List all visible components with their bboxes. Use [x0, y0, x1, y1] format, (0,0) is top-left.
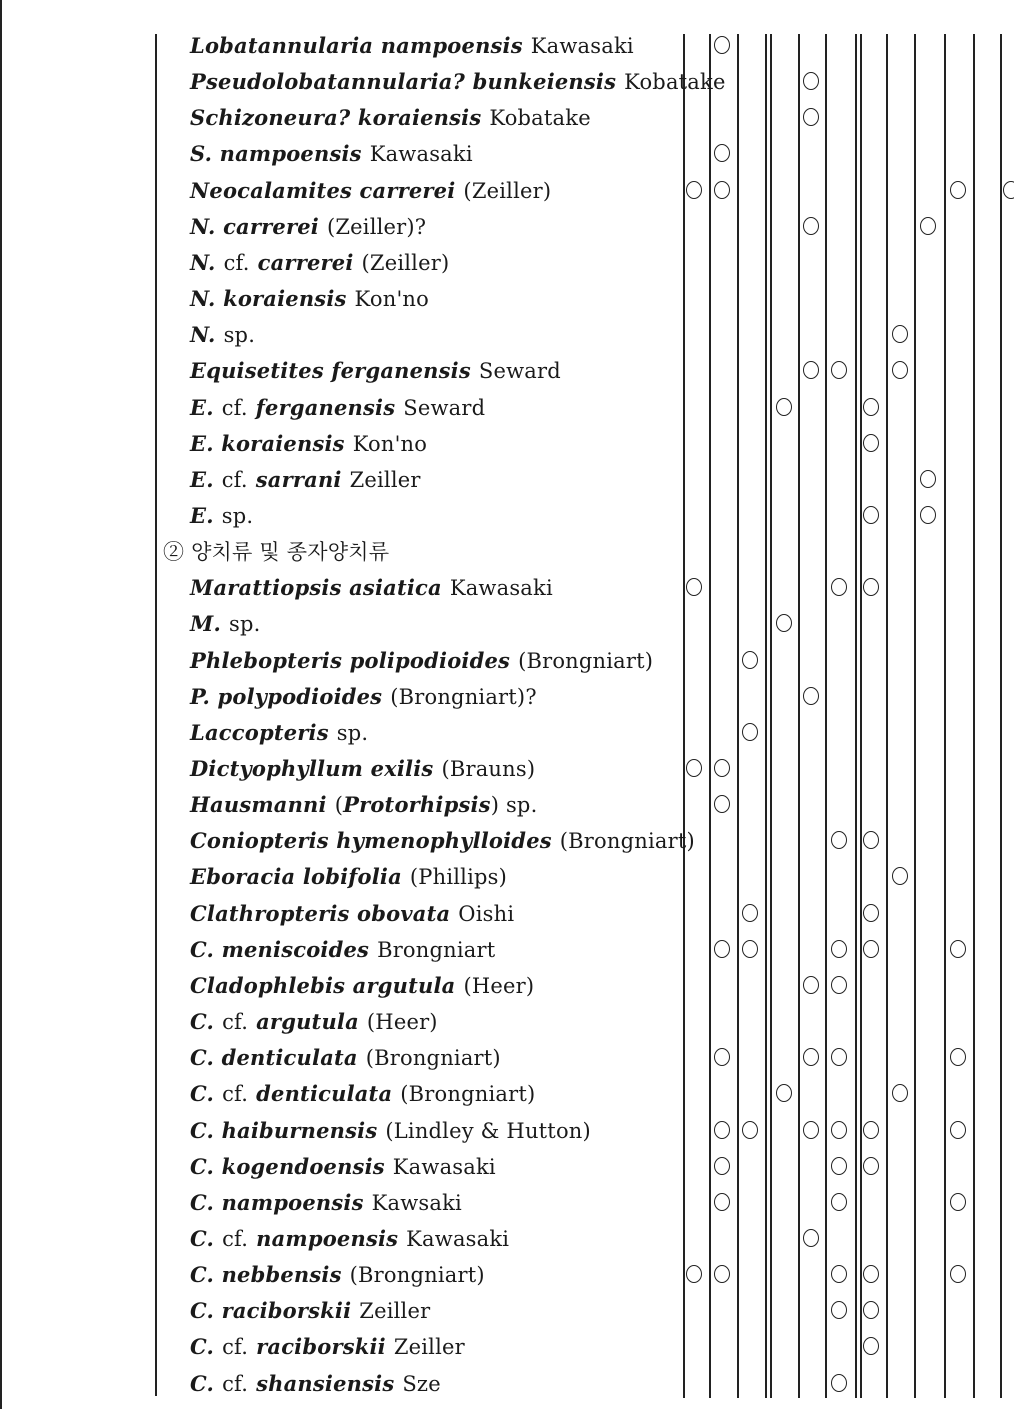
occurrence-mark-icon [803, 1048, 819, 1066]
occurrence-mark-icon [714, 795, 730, 813]
taxon-epithet: carrerei [257, 249, 354, 275]
table-row [0, 1004, 1014, 1040]
taxon-epithet: Clathropteris obovata [190, 900, 451, 926]
taxon-author: Kawasaki [530, 34, 634, 58]
taxon-name [190, 353, 561, 389]
occurrence-mark-icon [892, 325, 908, 343]
occurrence-mark-icon [742, 940, 758, 958]
taxon-name [190, 1221, 509, 1257]
occurrence-mark-icon [803, 361, 819, 379]
table-row [0, 1257, 1014, 1293]
occurrence-mark-icon [892, 361, 908, 379]
taxon-name [190, 1293, 430, 1329]
taxon-name [190, 64, 726, 100]
taxon-epithet: ferganensis [255, 394, 396, 420]
taxon-epithet: Equisetites ferganensis [190, 358, 471, 384]
taxon-author: Kawasaki [392, 1154, 496, 1179]
occurrence-mark-icon [714, 1157, 730, 1175]
occurrence-mark-icon [714, 1265, 730, 1283]
taxon-name [190, 1040, 501, 1076]
occurrence-mark-icon [831, 1048, 847, 1066]
taxon-author: (Zeiller) [463, 178, 552, 203]
taxon-epithet: C. kogendoensis [190, 1153, 385, 1179]
taxon-author: Seward [403, 395, 486, 420]
table-row [0, 498, 1014, 534]
section-heading-text [163, 534, 389, 570]
taxon-name [190, 390, 485, 426]
table-row [0, 317, 1014, 353]
table-row [0, 353, 1014, 389]
occurrence-mark-icon [686, 1265, 702, 1283]
occurrence-mark-icon [920, 470, 936, 488]
taxon-epithet: N. [190, 322, 216, 348]
taxon-epithet: Cladophlebis argutula [190, 972, 456, 998]
taxon-author: (Brongniart) [349, 1263, 485, 1288]
taxon-author: Oishi [458, 901, 515, 926]
taxon-epithet: C. denticulata [190, 1045, 358, 1071]
taxon-epithet: Lobatannularia nampoensis [190, 33, 523, 58]
taxon-name [190, 136, 473, 172]
taxon-author: Kawasaki [369, 142, 473, 167]
taxon-name [190, 1004, 438, 1040]
taxon-author: cf. [223, 250, 250, 275]
taxon-author: cf. [221, 395, 248, 420]
taxon-epithet: C. [190, 1081, 215, 1107]
taxon-epithet: C. [190, 1009, 215, 1035]
taxon-epithet: Hausmanni [190, 792, 327, 818]
taxon-epithet: denticulata [256, 1081, 393, 1107]
occurrence-mark-icon [686, 759, 702, 777]
taxon-name [190, 281, 429, 317]
taxon-name [190, 751, 535, 787]
occurrence-mark-icon [920, 506, 936, 524]
occurrence-mark-icon [831, 1121, 847, 1139]
table-row [0, 28, 1014, 64]
occurrence-mark-icon [803, 687, 819, 705]
table-row [0, 281, 1014, 317]
occurrence-mark-icon [742, 1121, 758, 1139]
occurrence-mark-icon [950, 940, 966, 958]
taxon-name [190, 317, 255, 353]
taxon-epithet: Laccopteris [190, 719, 329, 745]
occurrence-mark-icon [776, 614, 792, 632]
taxon-author: (Heer) [463, 973, 535, 998]
occurrence-mark-icon [863, 904, 879, 922]
taxon-author: Kawasaki [406, 1226, 510, 1251]
taxon-name [190, 606, 260, 642]
taxon-author: ) sp. [490, 793, 538, 818]
taxon-name [190, 1366, 441, 1402]
taxon-name [190, 715, 368, 751]
occurrence-mark-icon [863, 398, 879, 416]
occurrence-mark-icon [892, 867, 908, 885]
taxon-author: (Lindley & Hutton) [385, 1118, 591, 1143]
occurrence-mark-icon [831, 1265, 847, 1283]
table-row [0, 426, 1014, 462]
taxon-epithet: Phlebopteris polipodioides [190, 647, 511, 673]
table-row [0, 245, 1014, 281]
taxon-epithet: Schizoneura? koraiensis [190, 105, 482, 131]
taxon-name [190, 859, 507, 895]
taxon-name [190, 245, 449, 281]
occurrence-mark-icon [831, 578, 847, 596]
occurrence-mark-icon [803, 217, 819, 235]
occurrence-mark-icon [863, 506, 879, 524]
table-row [0, 390, 1014, 426]
occurrence-mark-icon [831, 1157, 847, 1175]
taxon-name [190, 823, 695, 859]
occurrence-mark-icon [863, 831, 879, 849]
occurrence-mark-icon [950, 1048, 966, 1066]
occurrence-mark-icon [742, 651, 758, 669]
taxon-author: (Zeiller) [361, 250, 450, 275]
taxon-epithet: Protorhipsis [343, 792, 491, 818]
taxon-author: ( [334, 793, 344, 818]
taxon-name [190, 1113, 591, 1149]
occurrence-mark-icon [950, 1265, 966, 1283]
occurrence-mark-icon [831, 361, 847, 379]
taxon-author: cf. [222, 1010, 249, 1035]
taxon-epithet: M. [190, 611, 221, 637]
occurrence-mark-icon [714, 1193, 730, 1211]
occurrence-mark-icon [863, 578, 879, 596]
taxon-name [190, 173, 551, 209]
occurrence-mark-icon [831, 976, 847, 994]
taxon-author: Kon'no [352, 431, 428, 456]
occurrence-mark-icon [714, 1048, 730, 1066]
occurrence-mark-icon [892, 1084, 908, 1102]
table-row [0, 64, 1014, 100]
taxon-author: Sze [402, 1371, 441, 1396]
table-row [0, 823, 1014, 859]
taxon-author: cf. [222, 1371, 249, 1396]
occurrence-mark-icon [831, 1193, 847, 1211]
taxon-epithet: Neocalamites carrerei [190, 177, 456, 203]
occurrence-mark-icon [950, 1121, 966, 1139]
table-row [0, 679, 1014, 715]
table-row [0, 787, 1014, 823]
occurrence-mark-icon [742, 723, 758, 741]
occurrence-mark-icon [1003, 181, 1014, 199]
taxon-name [190, 1257, 485, 1293]
taxon-author: cf. [222, 1335, 249, 1360]
occurrence-mark-icon [803, 1121, 819, 1139]
occurrence-mark-icon [686, 181, 702, 199]
taxon-epithet: E. [190, 466, 214, 492]
table-row [0, 968, 1014, 1004]
table-row [0, 100, 1014, 136]
taxon-epithet: Dictyophyllum exilis [190, 756, 434, 781]
taxon-name [190, 1076, 535, 1112]
taxon-epithet: P. polypodioides [190, 683, 383, 709]
table-row [0, 1076, 1014, 1112]
table-row [0, 1366, 1014, 1402]
occurrence-mark-icon [831, 1374, 847, 1392]
taxon-epithet: C. [190, 1225, 215, 1251]
table-row [0, 1040, 1014, 1076]
occurrence-mark-icon [950, 181, 966, 199]
table-row [0, 715, 1014, 751]
table-row [0, 1149, 1014, 1185]
table-row [0, 932, 1014, 968]
taxon-author: (Brongniart) [559, 829, 695, 854]
occurrence-mark-icon [714, 1121, 730, 1139]
occurrence-mark-icon [863, 1265, 879, 1283]
taxon-name [190, 498, 253, 534]
taxon-name [190, 209, 426, 245]
taxon-epithet: Pseudolobatannularia? bunkeiensis [190, 69, 617, 95]
occurrence-mark-icon [831, 1301, 847, 1319]
occurrence-mark-icon [776, 398, 792, 416]
occurrence-mark-icon [686, 578, 702, 596]
taxon-epithet: E. [190, 502, 214, 528]
occurrence-mark-icon [863, 1337, 879, 1355]
taxon-epithet: C. [190, 1334, 215, 1360]
heading-label: ② 양치류 및 종자양치류 [163, 540, 390, 565]
occurrence-mark-icon [803, 1229, 819, 1247]
occurrence-mark-icon [803, 976, 819, 994]
taxon-author: (Brongniart) [518, 648, 654, 673]
table-row [0, 462, 1014, 498]
taxon-epithet: C. nebbensis [190, 1262, 342, 1288]
taxon-epithet: sarrani [255, 466, 342, 492]
occurrence-mark-icon [950, 1193, 966, 1211]
taxon-author: (Brongniart) [365, 1046, 501, 1071]
table-row [0, 1293, 1014, 1329]
taxon-name [190, 462, 421, 498]
taxon-name [190, 896, 514, 932]
table-row [0, 896, 1014, 932]
occurrence-mark-icon [714, 36, 730, 54]
taxon-name [190, 1149, 496, 1185]
taxon-epithet: N. koraiensis [190, 286, 347, 312]
table-row [0, 1113, 1014, 1149]
table-row [0, 606, 1014, 642]
table-row [0, 751, 1014, 787]
taxon-author: Kawsaki [371, 1190, 462, 1215]
occurrence-mark-icon [714, 759, 730, 777]
taxon-author: cf. [222, 1226, 249, 1251]
taxon-epithet: C. [190, 1370, 215, 1396]
taxon-author: (Phillips) [409, 865, 508, 890]
taxon-epithet: E. koraiensis [190, 430, 345, 456]
table-row [0, 570, 1014, 606]
taxon-epithet: raciborskii [256, 1334, 386, 1360]
occurrence-mark-icon [714, 940, 730, 958]
table-row [0, 136, 1014, 172]
taxon-author: sp. [223, 323, 256, 348]
taxon-epithet: Eboracia lobifolia [190, 864, 402, 890]
table-row [0, 859, 1014, 895]
occurrence-mark-icon [803, 72, 819, 90]
taxon-name [190, 570, 553, 606]
table-row [0, 1221, 1014, 1257]
occurrence-mark-icon [863, 1157, 879, 1175]
table-row [0, 173, 1014, 209]
taxon-author: (Brongniart) [400, 1082, 536, 1107]
occurrence-mark-icon [863, 1121, 879, 1139]
taxon-epithet: C. haiburnensis [190, 1117, 378, 1143]
taxon-author: Kon'no [354, 287, 429, 312]
taxon-author: (Heer) [366, 1010, 438, 1035]
taxon-author: (Zeiller)? [326, 214, 427, 239]
taxon-epithet: N. carrerei [190, 213, 319, 239]
section-heading [0, 534, 1014, 570]
taxon-name [190, 643, 653, 679]
taxon-epithet: E. [190, 394, 214, 420]
taxon-author: (Brauns) [441, 757, 536, 781]
occurrence-mark-icon [831, 940, 847, 958]
taxon-epithet: Coniopteris hymenophylloides [190, 828, 552, 854]
occurrence-mark-icon [714, 181, 730, 199]
taxon-name [190, 932, 495, 968]
taxon-epithet: shansiensis [256, 1370, 395, 1396]
taxon-name [190, 100, 591, 136]
occurrence-mark-icon [776, 1084, 792, 1102]
taxon-author: sp. [221, 503, 254, 528]
occurrence-mark-icon [831, 831, 847, 849]
taxon-author: Kawasaki [449, 576, 553, 601]
taxon-epithet: Marattiopsis asiatica [190, 575, 442, 601]
taxon-author: sp. [228, 612, 261, 637]
taxon-author: cf. [222, 1082, 249, 1107]
taxon-name [190, 787, 537, 823]
taxon-author: Zeiller [349, 467, 421, 492]
taxon-epithet: argutula [256, 1009, 359, 1035]
taxon-epithet: C. nampoensis [190, 1189, 364, 1215]
occurrence-mark-icon [714, 144, 730, 162]
taxon-epithet: nampoensis [256, 1225, 399, 1251]
occurrence-mark-icon [920, 217, 936, 235]
taxon-author: Kobatake [489, 106, 591, 131]
taxon-name [190, 426, 427, 462]
occurrence-mark-icon [803, 108, 819, 126]
taxon-epithet: C. meniscoides [190, 936, 370, 962]
occurrence-mark-icon [863, 940, 879, 958]
taxon-author: Kobatake [624, 70, 726, 95]
occurrence-mark-icon [742, 904, 758, 922]
taxon-name [190, 1185, 462, 1221]
taxon-author: Brongniart [377, 937, 496, 962]
taxon-name [190, 28, 634, 64]
table-row [0, 1329, 1014, 1365]
taxon-author: Zeiller [393, 1335, 465, 1360]
taxon-name [190, 1329, 465, 1365]
taxon-name [190, 968, 534, 1004]
taxon-name [190, 679, 537, 715]
taxon-author: Zeiller [359, 1299, 431, 1324]
taxon-author: cf. [221, 467, 248, 492]
taxon-epithet: C. raciborskii [190, 1298, 352, 1324]
table-row [0, 1185, 1014, 1221]
occurrence-mark-icon [863, 434, 879, 452]
taxon-author: Seward [478, 359, 561, 384]
taxon-epithet: N. [190, 249, 216, 275]
taxon-author: sp. [336, 720, 369, 745]
table-row [0, 643, 1014, 679]
taxon-author: (Brongniart)? [390, 684, 537, 709]
taxon-epithet: S. nampoensis [190, 141, 362, 167]
occurrence-mark-icon [863, 1301, 879, 1319]
table-row [0, 209, 1014, 245]
